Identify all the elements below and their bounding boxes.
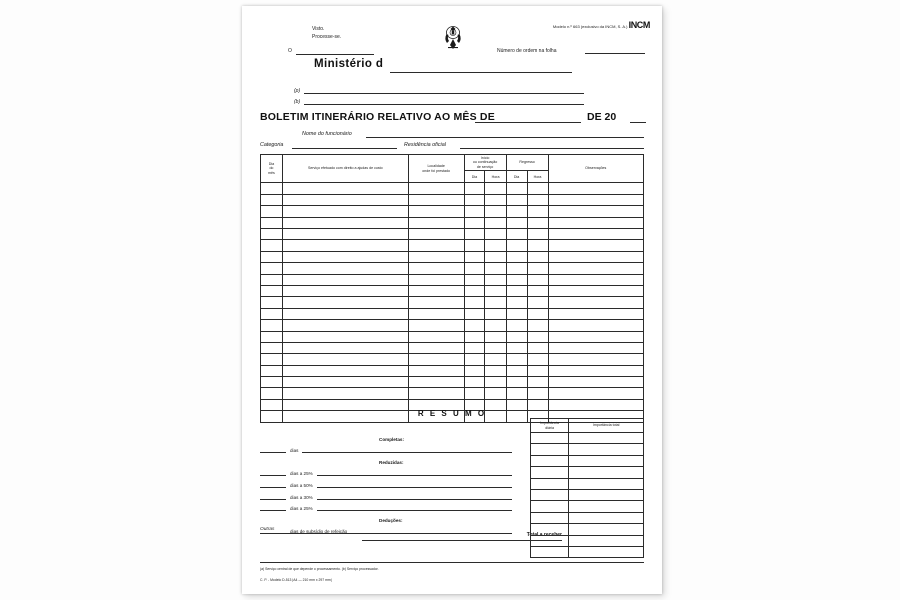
model-reference: Modelo n.º 663 (exclusivo da INCM, S. A.) <box>552 24 628 29</box>
resumo-days-input[interactable] <box>260 444 286 453</box>
table-cell[interactable] <box>408 183 464 194</box>
amounts-table <box>530 418 644 558</box>
table-cell[interactable] <box>282 320 408 331</box>
table-cell[interactable] <box>506 229 527 240</box>
table-cell[interactable] <box>282 354 408 365</box>
footer-divider <box>260 562 644 563</box>
table-cell[interactable] <box>282 331 408 342</box>
col-localidade-l2: onde foi prestado <box>422 168 451 173</box>
table-cell[interactable] <box>282 194 408 205</box>
table-cell[interactable] <box>464 320 485 331</box>
table-cell[interactable] <box>464 377 485 388</box>
amounts-table-body <box>531 433 644 558</box>
table-cell[interactable] <box>408 251 464 262</box>
amounts-cell[interactable] <box>569 467 644 478</box>
table-cell[interactable] <box>548 285 643 296</box>
col-importancia-total: Importância total <box>569 419 644 433</box>
table-row[interactable] <box>261 217 644 228</box>
col-dia-l3: mês <box>268 170 275 175</box>
table-row[interactable] <box>261 194 644 205</box>
table-cell[interactable] <box>548 377 643 388</box>
table-cell[interactable] <box>261 194 283 205</box>
table-cell[interactable] <box>548 331 643 342</box>
table-cell[interactable] <box>506 388 527 399</box>
resumo-row-label: dias <box>290 448 299 454</box>
table-cell[interactable] <box>464 217 485 228</box>
table-cell[interactable] <box>485 194 506 205</box>
table-row[interactable] <box>261 240 644 251</box>
table-cell[interactable] <box>261 388 283 399</box>
table-cell[interactable] <box>485 285 506 296</box>
table-cell[interactable] <box>485 331 506 342</box>
resumo-row-fill[interactable] <box>317 467 512 476</box>
table-cell[interactable] <box>464 206 485 217</box>
table-cell[interactable] <box>527 388 548 399</box>
table-cell[interactable] <box>282 229 408 240</box>
amounts-cell[interactable] <box>569 535 644 546</box>
col-inicio-dia: Dia <box>464 171 485 183</box>
table-cell[interactable] <box>464 183 485 194</box>
table-cell[interactable] <box>282 308 408 319</box>
resumo-row <box>260 453 512 465</box>
amounts-cell[interactable] <box>569 489 644 500</box>
table-row[interactable] <box>261 388 644 399</box>
col-regresso-dia: Dia <box>506 171 527 183</box>
resumo-group-label: Reduzidas: <box>379 459 404 465</box>
table-cell[interactable] <box>485 263 506 274</box>
col-localidade-l1: Localidade <box>427 164 445 169</box>
col-importancia-diaria-l2: diária <box>545 425 555 430</box>
table-cell[interactable] <box>506 285 527 296</box>
table-cell[interactable] <box>527 365 548 376</box>
table-cell[interactable] <box>506 320 527 331</box>
resumo-row <box>260 465 512 477</box>
table-cell[interactable] <box>506 240 527 251</box>
nome-funcionario-label: Nome do funcionário <box>302 131 352 137</box>
table-cell[interactable] <box>548 388 643 399</box>
amounts-row[interactable] <box>531 512 644 523</box>
incm-logo: INCM <box>628 20 650 30</box>
amounts-cell[interactable] <box>531 512 569 523</box>
table-cell[interactable] <box>527 285 548 296</box>
amounts-row[interactable] <box>531 433 644 444</box>
table-cell[interactable] <box>548 342 643 353</box>
table-cell[interactable] <box>506 206 527 217</box>
order-number-fill[interactable] <box>585 53 645 54</box>
amounts-cell[interactable] <box>569 444 644 455</box>
table-cell[interactable] <box>464 388 485 399</box>
table-cell[interactable] <box>485 217 506 228</box>
table-cell[interactable] <box>282 263 408 274</box>
table-cell[interactable] <box>261 263 283 274</box>
col-regresso-hora: Hora <box>527 171 548 183</box>
table-cell[interactable] <box>282 183 408 194</box>
table-row[interactable] <box>261 331 644 342</box>
table-cell[interactable] <box>261 251 283 262</box>
residencia-label: Residência oficial <box>404 142 446 148</box>
amounts-cell[interactable] <box>531 489 569 500</box>
categoria-fill[interactable] <box>292 148 397 149</box>
amounts-cell[interactable] <box>569 501 644 512</box>
table-cell[interactable] <box>282 342 408 353</box>
amounts-cell[interactable] <box>531 444 569 455</box>
table-cell[interactable] <box>527 263 548 274</box>
resumo-row <box>260 476 512 488</box>
table-cell[interactable] <box>527 331 548 342</box>
table-row[interactable] <box>261 285 644 296</box>
resumo-row-fill[interactable] <box>302 444 512 453</box>
table-cell[interactable] <box>261 285 283 296</box>
table-row[interactable] <box>261 342 644 353</box>
table-cell[interactable] <box>485 354 506 365</box>
amounts-cell[interactable] <box>569 478 644 489</box>
resumo-row-label: dias a 25% <box>290 471 313 477</box>
table-cell[interactable] <box>485 183 506 194</box>
table-cell[interactable] <box>506 297 527 308</box>
resumo-days-input[interactable] <box>260 467 286 476</box>
table-row[interactable] <box>261 377 644 388</box>
total-label: Total a receber <box>526 532 562 538</box>
table-cell[interactable] <box>527 308 548 319</box>
table-cell[interactable] <box>548 194 643 205</box>
table-cell[interactable] <box>548 354 643 365</box>
resumo-row <box>260 511 512 523</box>
table-cell[interactable] <box>282 377 408 388</box>
table-cell[interactable] <box>261 308 283 319</box>
col-dia <box>261 155 283 183</box>
table-cell[interactable] <box>464 342 485 353</box>
table-cell[interactable] <box>282 274 408 285</box>
resumo-row-label: dias a 50% <box>290 482 313 488</box>
p-fill[interactable] <box>304 93 584 94</box>
table-cell[interactable] <box>506 194 527 205</box>
table-cell[interactable] <box>506 377 527 388</box>
col-observacoes: Observações <box>548 155 643 183</box>
col-inicio-l1: Início <box>480 156 490 160</box>
table-cell[interactable] <box>282 240 408 251</box>
amounts-cell[interactable] <box>531 501 569 512</box>
resumo-group-label: Completas: <box>379 436 405 442</box>
year-prefix: DE 20 <box>587 111 617 123</box>
table-cell[interactable] <box>485 251 506 262</box>
table-cell[interactable] <box>548 308 643 319</box>
table-cell[interactable] <box>464 331 485 342</box>
table-header-row <box>261 155 644 171</box>
amounts-cell[interactable] <box>569 546 644 557</box>
resumo-row <box>260 442 512 454</box>
b-fill[interactable] <box>304 104 584 105</box>
table-row[interactable] <box>261 320 644 331</box>
table-cell[interactable] <box>548 297 643 308</box>
col-inicio-l2: ou continuação <box>472 160 498 165</box>
processe-se-label: Processe-se. <box>312 34 342 40</box>
table-cell[interactable] <box>527 183 548 194</box>
table-cell[interactable] <box>408 217 464 228</box>
table-cell[interactable] <box>506 308 527 319</box>
table-cell[interactable] <box>527 320 548 331</box>
table-cell[interactable] <box>408 285 464 296</box>
residencia-fill[interactable] <box>460 148 644 149</box>
amounts-row[interactable] <box>531 546 644 557</box>
form-sheet <box>242 6 662 594</box>
resumo-rows <box>260 430 512 534</box>
publisher-mark <box>553 20 650 30</box>
col-servico: Serviço efetuado com direito a ajudas de custo <box>282 155 408 183</box>
amounts-row[interactable] <box>531 501 644 512</box>
table-cell[interactable] <box>527 217 548 228</box>
table-cell[interactable] <box>506 217 527 228</box>
table-cell[interactable] <box>261 331 283 342</box>
p-label: (p) <box>294 88 301 94</box>
table-cell[interactable] <box>408 229 464 240</box>
table-cell[interactable] <box>506 263 527 274</box>
table-cell[interactable] <box>408 308 464 319</box>
table-cell[interactable] <box>282 285 408 296</box>
table-cell[interactable] <box>408 377 464 388</box>
table-cell[interactable] <box>408 342 464 353</box>
table-cell[interactable] <box>527 297 548 308</box>
table-row[interactable] <box>261 183 644 194</box>
table-cell[interactable] <box>548 251 643 262</box>
table-cell[interactable] <box>282 388 408 399</box>
table-cell[interactable] <box>527 377 548 388</box>
table-cell[interactable] <box>261 354 283 365</box>
table-cell[interactable] <box>464 229 485 240</box>
table-cell[interactable] <box>261 274 283 285</box>
table-cell[interactable] <box>408 194 464 205</box>
footer-note: (a) Serviço central de que depende o processamento. (b) Serviço processador. <box>260 567 379 571</box>
table-cell[interactable] <box>485 342 506 353</box>
table-cell[interactable] <box>261 365 283 376</box>
itinerary-table-head <box>261 155 644 183</box>
table-row[interactable] <box>261 354 644 365</box>
resumo-row <box>260 488 512 500</box>
table-cell[interactable] <box>527 240 548 251</box>
amounts-row[interactable] <box>531 489 644 500</box>
table-cell[interactable] <box>464 308 485 319</box>
col-dia-l2: do <box>269 166 274 171</box>
table-cell[interactable] <box>282 206 408 217</box>
table-cell[interactable] <box>527 206 548 217</box>
table-cell[interactable] <box>282 251 408 262</box>
table-cell[interactable] <box>261 377 283 388</box>
ministry-fill[interactable] <box>390 72 572 73</box>
table-cell[interactable] <box>485 274 506 285</box>
table-cell[interactable] <box>548 206 643 217</box>
table-cell[interactable] <box>527 194 548 205</box>
table-cell[interactable] <box>464 274 485 285</box>
table-cell[interactable] <box>485 377 506 388</box>
table-cell[interactable] <box>548 274 643 285</box>
table-cell[interactable] <box>408 240 464 251</box>
resumo-row <box>260 500 512 512</box>
table-cell[interactable] <box>261 240 283 251</box>
table-row[interactable] <box>261 263 644 274</box>
resumo-days-input[interactable] <box>260 502 286 511</box>
table-cell[interactable] <box>548 240 643 251</box>
table-cell[interactable] <box>485 365 506 376</box>
table-cell[interactable] <box>548 365 643 376</box>
col-regresso: Regresso <box>506 155 548 171</box>
table-row[interactable] <box>261 206 644 217</box>
amounts-table-head <box>531 419 644 433</box>
col-inicio <box>464 155 506 171</box>
table-cell[interactable] <box>485 320 506 331</box>
table-cell[interactable] <box>464 365 485 376</box>
table-cell[interactable] <box>464 194 485 205</box>
resumo-days-input[interactable] <box>260 491 286 500</box>
table-cell[interactable] <box>506 342 527 353</box>
table-cell[interactable] <box>261 183 283 194</box>
table-cell[interactable] <box>527 274 548 285</box>
amounts-cell[interactable] <box>569 524 644 535</box>
table-cell[interactable] <box>548 183 643 194</box>
table-cell[interactable] <box>408 263 464 274</box>
table-cell[interactable] <box>464 285 485 296</box>
table-cell[interactable] <box>506 365 527 376</box>
footer-code: C. P. - Modelo D-513 |A4 — 210 mm x 297 mm| <box>260 578 332 582</box>
table-cell[interactable] <box>261 217 283 228</box>
table-cell[interactable] <box>485 297 506 308</box>
table-cell[interactable] <box>464 297 485 308</box>
amounts-cell[interactable] <box>531 467 569 478</box>
itinerary-table-body <box>261 183 644 422</box>
categoria-label: Categoria <box>260 142 284 148</box>
resumo-row-label: dias de subsídio de refeição <box>290 529 348 535</box>
o-label: O <box>288 48 292 54</box>
table-cell[interactable] <box>408 354 464 365</box>
amounts-cell[interactable] <box>569 455 644 466</box>
nome-funcionario-fill[interactable] <box>366 137 644 138</box>
table-row[interactable] <box>261 251 644 262</box>
month-fill[interactable] <box>475 122 581 123</box>
amounts-cell[interactable] <box>531 535 569 546</box>
resumo-row-fill[interactable] <box>317 502 512 511</box>
table-cell[interactable] <box>408 274 464 285</box>
table-row[interactable] <box>261 308 644 319</box>
table-cell[interactable] <box>261 206 283 217</box>
resumo-days-input[interactable] <box>260 479 286 488</box>
table-row[interactable] <box>261 365 644 376</box>
col-inicio-l3: de serviço <box>476 164 494 169</box>
table-cell[interactable] <box>464 354 485 365</box>
table-cell[interactable] <box>527 229 548 240</box>
table-cell[interactable] <box>408 320 464 331</box>
table-cell[interactable] <box>506 354 527 365</box>
col-importancia-diaria-l1: Importância <box>540 421 559 426</box>
amounts-row[interactable] <box>531 478 644 489</box>
col-dia-l1: Dia <box>268 162 275 166</box>
table-cell[interactable] <box>506 251 527 262</box>
table-cell[interactable] <box>464 251 485 262</box>
table-row[interactable] <box>261 229 644 240</box>
table-cell[interactable] <box>261 229 283 240</box>
table-row[interactable] <box>261 274 644 285</box>
coat-of-arms-icon <box>440 24 466 54</box>
table-cell[interactable] <box>408 297 464 308</box>
resumo-row-fill[interactable] <box>317 479 512 488</box>
amounts-cell[interactable] <box>531 433 569 444</box>
b-label: (b) <box>294 99 301 105</box>
table-cell[interactable] <box>506 183 527 194</box>
table-cell[interactable] <box>485 206 506 217</box>
outras-label: Outras <box>260 527 275 532</box>
table-cell[interactable] <box>282 365 408 376</box>
table-cell[interactable] <box>408 388 464 399</box>
visto-label: Visto. <box>312 26 325 32</box>
table-cell[interactable] <box>261 320 283 331</box>
col-importancia-diaria <box>531 419 569 433</box>
amounts-cell[interactable] <box>569 512 644 523</box>
table-cell[interactable] <box>527 251 548 262</box>
year-fill[interactable] <box>630 122 646 123</box>
amounts-row[interactable] <box>531 524 644 535</box>
resumo-title: R E S U M O <box>417 409 487 418</box>
table-cell[interactable] <box>548 320 643 331</box>
col-localidade <box>408 155 464 183</box>
table-cell[interactable] <box>464 240 485 251</box>
table-cell[interactable] <box>506 274 527 285</box>
table-cell[interactable] <box>408 331 464 342</box>
o-fill-line[interactable] <box>296 54 374 55</box>
table-cell[interactable] <box>261 297 283 308</box>
resumo-row-label: dias a 30% <box>290 494 313 500</box>
table-cell[interactable] <box>485 240 506 251</box>
amounts-cell[interactable] <box>531 455 569 466</box>
table-cell[interactable] <box>485 308 506 319</box>
resumo-row-label: dias a 25% <box>290 506 313 512</box>
table-cell[interactable] <box>464 263 485 274</box>
table-cell[interactable] <box>548 229 643 240</box>
amounts-cell[interactable] <box>531 546 569 557</box>
table-cell[interactable] <box>548 263 643 274</box>
table-cell[interactable] <box>527 342 548 353</box>
amounts-row[interactable] <box>531 455 644 466</box>
amounts-cell[interactable] <box>531 478 569 489</box>
order-number-label: Número de ordem na folha <box>497 48 557 54</box>
table-cell[interactable] <box>408 365 464 376</box>
table-cell[interactable] <box>548 217 643 228</box>
amounts-row[interactable] <box>531 535 644 546</box>
table-cell[interactable] <box>261 342 283 353</box>
col-inicio-hora: Hora <box>485 171 506 183</box>
ministry-label: Ministério d <box>314 58 384 70</box>
table-cell[interactable] <box>408 206 464 217</box>
resumo-group-label: Deduções: <box>379 517 403 523</box>
table-cell[interactable] <box>485 388 506 399</box>
amounts-cell[interactable] <box>569 433 644 444</box>
table-cell[interactable] <box>506 331 527 342</box>
resumo-row-fill[interactable] <box>317 491 512 500</box>
resumo-row <box>260 430 512 442</box>
table-cell[interactable] <box>527 354 548 365</box>
table-cell[interactable] <box>282 297 408 308</box>
amounts-row[interactable] <box>531 444 644 455</box>
table-cell[interactable] <box>485 229 506 240</box>
amounts-header-row <box>531 419 644 433</box>
table-cell[interactable] <box>282 217 408 228</box>
table-row[interactable] <box>261 297 644 308</box>
amounts-cell[interactable] <box>531 524 569 535</box>
amounts-row[interactable] <box>531 467 644 478</box>
form-title: BOLETIM ITINERÁRIO RELATIVO AO MÊS DE <box>260 111 495 123</box>
